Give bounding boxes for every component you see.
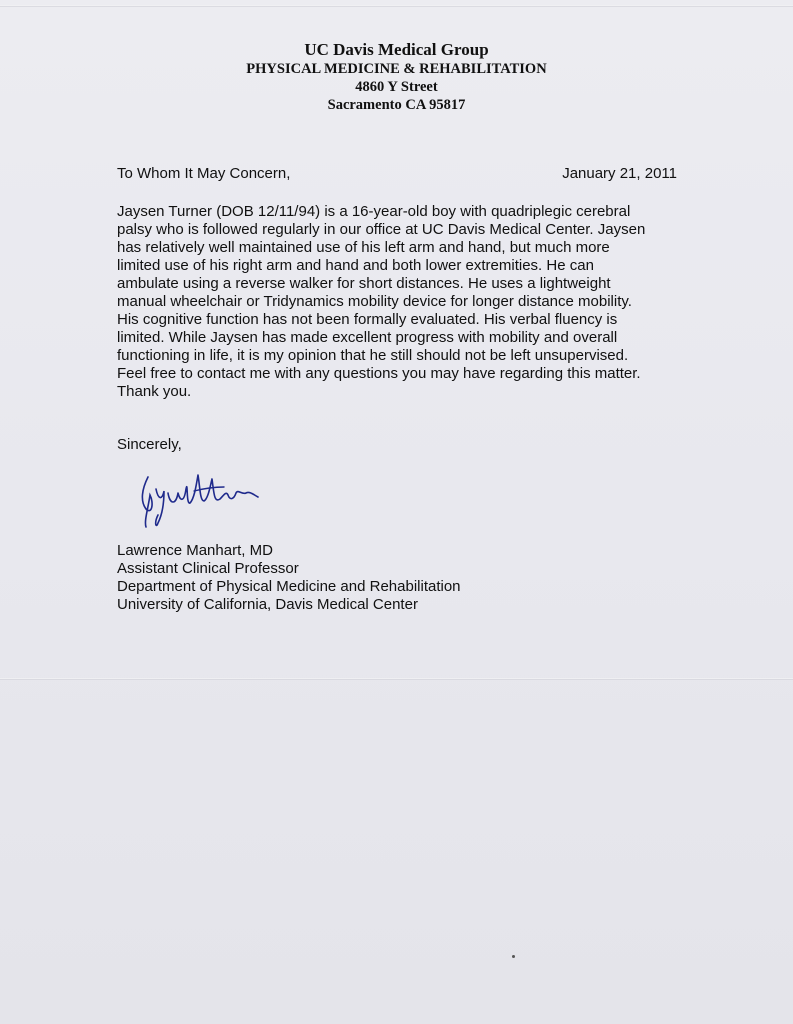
paper-fold-middle: [0, 678, 793, 680]
letterhead-street: 4860 Y Street: [355, 79, 438, 95]
body-line: functioning in life, it is my opinion that he still should not be left unsupervised.: [117, 347, 629, 364]
letterhead: [0, 40, 793, 114]
signature-icon: [128, 465, 278, 535]
signer-institution: University of California, Davis Medical Center: [117, 596, 418, 613]
closing: Sincerely,: [117, 436, 182, 453]
paper-speck: [512, 955, 515, 958]
letterhead-city: Sacramento CA 95817: [327, 97, 466, 113]
letterhead-organization: UC Davis Medical Group: [304, 40, 489, 59]
paper-fold-top: [0, 5, 793, 7]
body-line: limited. While Jaysen has made excellent progress with mobility and overall: [117, 329, 618, 346]
salutation: To Whom It May Concern,: [117, 165, 291, 182]
signer-department: Department of Physical Medicine and Rehabilitation: [117, 578, 461, 595]
body-line: limited use of his right arm and hand and both lower extremities. He can: [117, 257, 594, 274]
letterhead-department: PHYSICAL MEDICINE & REHABILITATION: [246, 61, 547, 77]
body-line: has relatively well maintained use of his left arm and hand, but much more: [117, 239, 610, 256]
letter-date: January 21, 2011: [562, 165, 677, 182]
body-line: Feel free to contact me with any questions you may have regarding this matter.: [117, 365, 641, 382]
body-line: Thank you.: [117, 383, 192, 400]
body-line: palsy who is followed regularly in our office at UC Davis Medical Center. Jaysen: [117, 221, 646, 238]
body-line: manual wheelchair or Tridynamics mobility device for longer distance mobility.: [117, 293, 632, 310]
signature-block: [117, 542, 461, 614]
letter-body: [117, 203, 677, 401]
body-line: ambulate using a reverse walker for short distances. He uses a lightweight: [117, 275, 611, 292]
body-line: Jaysen Turner (DOB 12/11/94) is a 16-year-old boy with quadriplegic cerebral: [117, 203, 631, 220]
signer-title: Assistant Clinical Professor: [117, 560, 299, 577]
signer-name: Lawrence Manhart, MD: [117, 542, 273, 559]
body-line: His cognitive function has not been formally evaluated. His verbal fluency is: [117, 311, 618, 328]
